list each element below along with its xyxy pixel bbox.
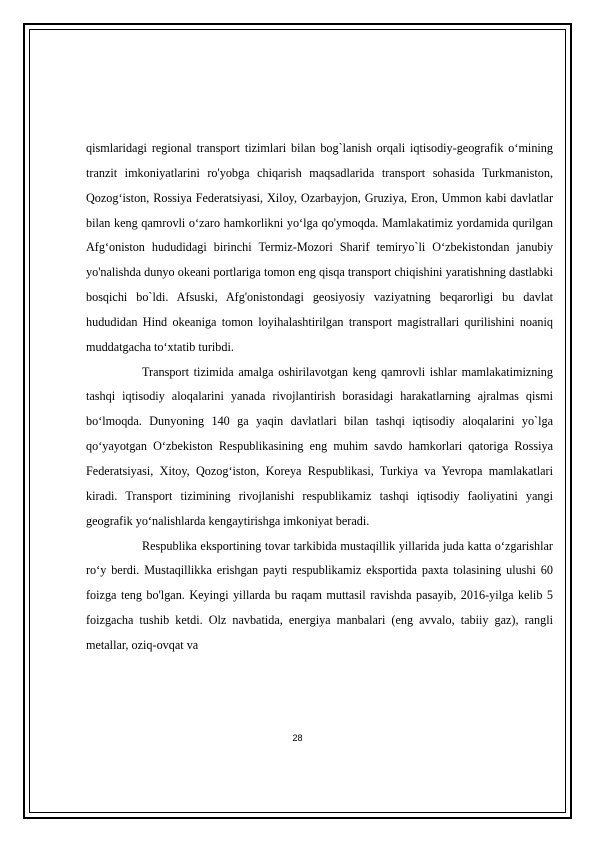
page-number: 28 xyxy=(292,733,303,743)
paragraph-1: qismlaridagi regional transport tizimlari bilan bog`lanish orqali iqtisodiy-geografik o‘mining tranzit imkoniyatlarini ro'yobga chiqarish maqsadlarida transport sohasida Turkmaniston, Qozog‘iston, Rossiya Federatsiyasi, Xiloy, Ozarbayjon, Gruziya, Eron, Ummon kabi davlatlar bilan keng qamrovli o‘zaro hamkorlikni yo‘lga qo'ymoqda. Mamlakatimiz yordamida qurilgan Afg‘oniston hududidagi birinchi Termiz-Mozori Sharif temiryo`li O‘zbekistondan janubiy yo'nalishda dunyo okeani portlariga tomon eng qisqa transport chiqishini yaratishning dastlabki bosqichi bo`ldi. Afsuski, Afg'onistondagi geosiyosiy vaziyatning beqarorligi bu davlat hududidan Hind okeaniga tomon loyihalashtirilgan transport magistrallari qurilishini noaniq muddatgacha to‘xtatib turibdi. xyxy=(86,141,553,354)
paragraph-3: Respublika eksportining tovar tarkibida mustaqillik yillarida juda katta o‘zgarishlar ro‘y berdi. Mustaqillikka erishgan payti respublikamiz eksportida paxta tolasining ulushi 60 foizga teng bo'lgan. Keyingi yillarda bu raqam muttasil ravishda pasayib, 2016-yilga kelib 5 foizgacha tushib ketdi. Olz navbatida, energiya manbalari (eng avvalo, tabiiy gaz), rangli metallar, oziq-ovqat va xyxy=(86,538,553,652)
paragraph-2: Transport tizimida amalga oshirilavotgan keng qamrovli ishlar mamlakatimizning tashqi iqtisodiy aloqalarini yanada rivojlantirish borasidagi harakatlarning ajralmas qismi bo‘lmoqda. Dunyoning 140 ga yaqin davlatlari bilan tashqi iqtisodiy aloqalarini yo`lga qo‘yayotgan O‘zbekiston Respublikasining eng muhim savdo hamkorlari qatoriga Rossiya Federatsiyasi, Xitoy, Qozog‘iston, Koreya Respublikasi, Turkiya va Yevropa mamlakatlari kiradi. Transport tizimining rivojlanishi respublikamiz tashqi iqtisodiy faoliyatini yangi geografik yo‘nalishlarda kengaytirishga imkoniyat beradi. xyxy=(86,364,553,528)
document-body xyxy=(86,136,553,658)
